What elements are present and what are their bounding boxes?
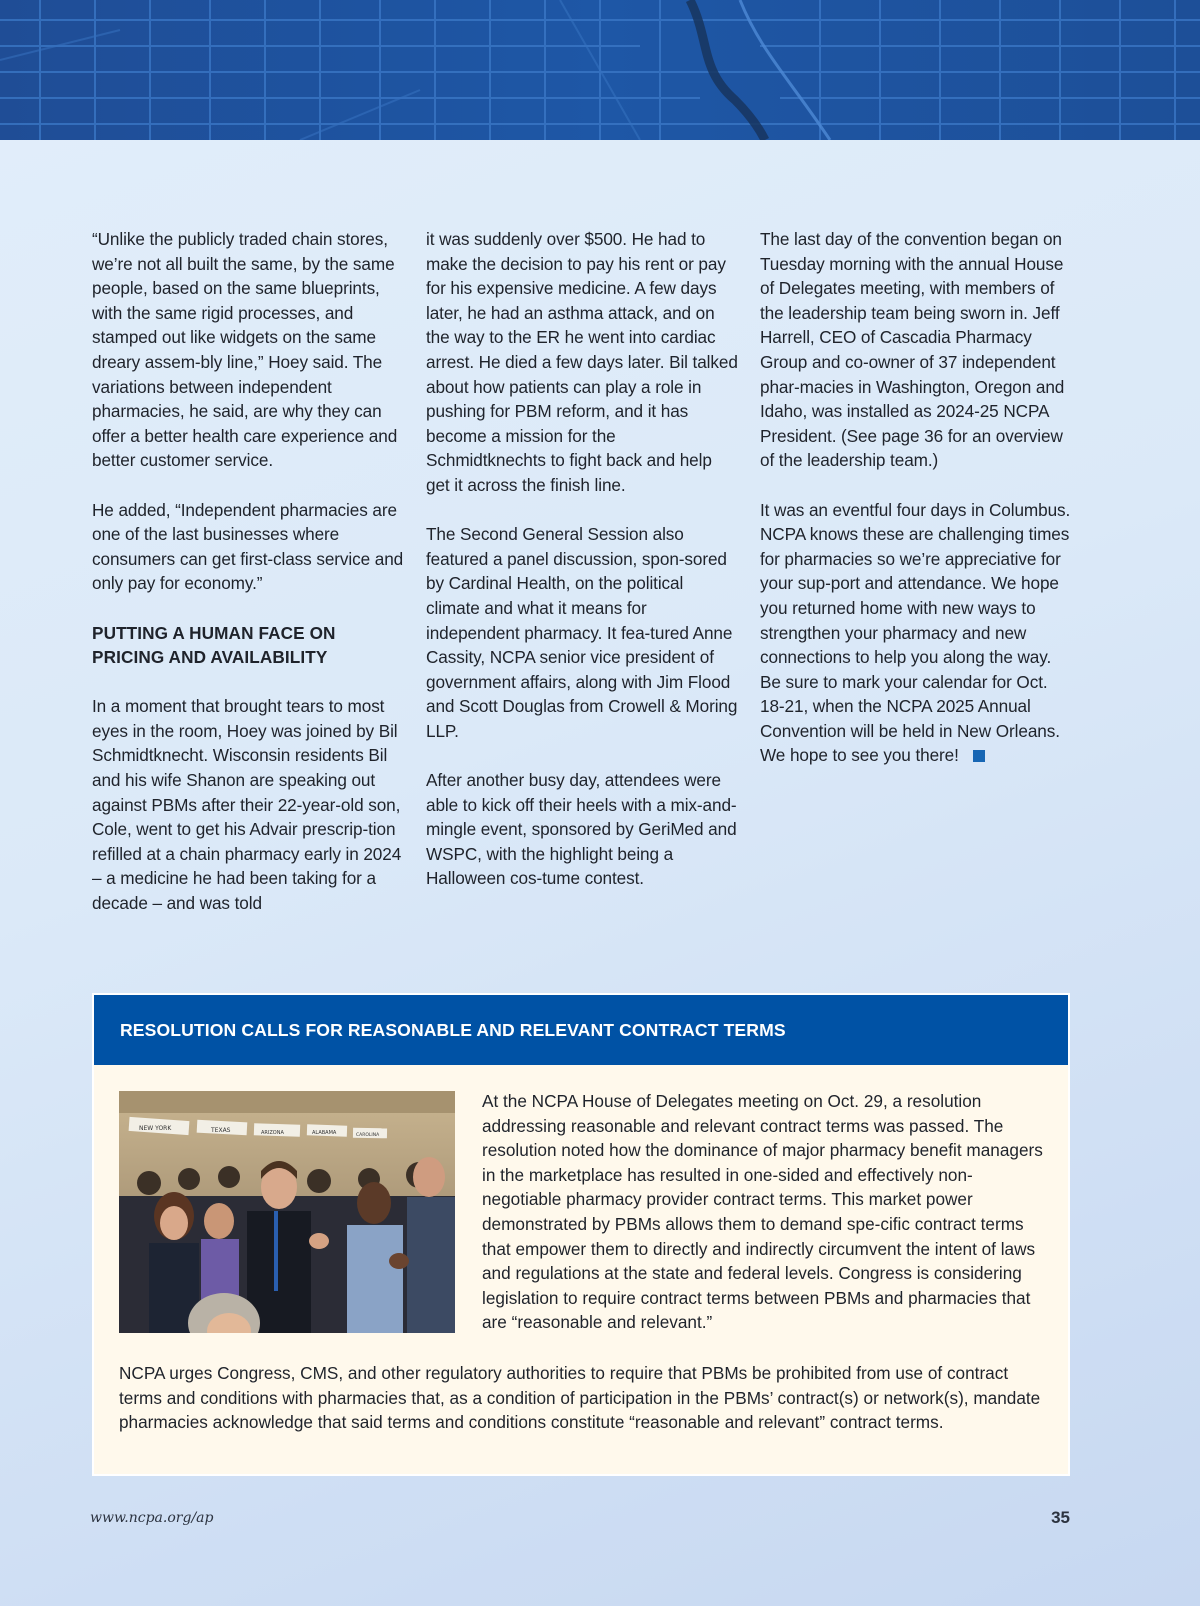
section-subhead: PUTTING A HUMAN FACE ON PRICING AND AVAILABILITY — [92, 622, 336, 668]
page-number: 35 — [1051, 1508, 1070, 1527]
end-of-article-icon — [973, 750, 985, 762]
body-paragraph: After another busy day, attendees were able to kick off their heels with a mix-and-mingle event, sponsored by GeriMed and WSPC, with the highlight being a Halloween cos-tume contest. — [426, 770, 737, 889]
resolution-sidebar — [92, 993, 1070, 1476]
body-paragraph: it was suddenly over $500. He had to make the decision to pay his rent or pay for his expensive medicine. A few days later, he had an asthma attack, and on the way to the ER he went into cardiac arrest. He died a few days later. Bil talked about how patients can play a role in pushing for PBM reform, and it has become a mission for the Schmidtknechts to fight back and help get it across the finish line. — [426, 229, 738, 495]
header-banner-map — [0, 0, 1200, 140]
article-column-3 — [760, 227, 1072, 768]
body-paragraph-closing — [760, 498, 1072, 769]
body-paragraph: The Second General Session also featured a panel discussion, spon-sored by Cardinal Health, on the political climate and what it means for independent pharmacy. It fea-tured Anne Cassity, NCPA senior vice president of government affairs, along with Jim Flood and Scott Douglas from Crowell & Moring LLP. — [426, 524, 738, 741]
state-sign-text: CAROLINA — [356, 1133, 380, 1138]
state-sign-text: ARIZONA — [261, 1130, 284, 1136]
photo-illustration — [119, 1091, 455, 1333]
closing-text: It was an eventful four days in Columbus. NCPA knows these are challenging times for pharmacies so we’re appreciative for your sup-port and attendance. We hope you returned home with new ways to strengthen your pharmacy and new connections to help you along the way. Be sure to mark your calendar for Oct. 18-21, when the NCPA 2025 Annual Convention will be held in New Orleans. We hope to see you there! — [760, 499, 1071, 766]
state-sign-text: ALABAMA — [312, 1130, 337, 1136]
sidebar-title: RESOLUTION CALLS FOR REASONABLE AND RELEVANT CONTRACT TERMS — [94, 995, 1068, 1065]
street-map-graphic — [0, 0, 1200, 140]
body-paragraph: He added, “Independent pharmacies are one of the last businesses where consumers can get first-class service and only pay for economy.” — [92, 499, 404, 594]
body-paragraph: “Unlike the publicly traded chain stores, we’re not all built the same, by the same people, based on the same blueprints, with the same rigid processes, and stamped out like widgets on the same dreary assem-bly line,” Hoey said. The variations between independent pharmacies, he said, are why they can offer a better health care experience and better customer service. — [92, 229, 398, 471]
sidebar-paragraph-1: At the NCPA House of Delegates meeting on Oct. 29, a resolution addressing reasonable and relevant contract terms was passed. The resolution noted how the dominance of major pharmacy benefit managers in the marketplace has resulted in one-sided and effectively non-negotiable pharmacy provider contract terms. This market power demonstrated by PBMs allows them to demand spe-cific contract terms that empower them to directly and indirectly circumvent the intent of laws and regulations at the state and federal levels. Congress is considering legislation to require contract terms between PBMs and pharmacies that are “reasonable and relevant.” — [482, 1091, 1043, 1333]
state-sign-text: TEXAS — [211, 1127, 231, 1134]
footer-website-link[interactable]: www.ncpa.org/ap — [90, 1510, 214, 1526]
body-paragraph: In a moment that brought tears to most eyes in the room, Hoey was joined by Bil Schmidtknecht. Wisconsin residents Bil and his wife Shanon are speaking out against PBMs after their 22-year-old son, Cole, went to get his Advair prescrip-tion refilled at a chain pharmacy early in 2024 – a medicine he had been taking for a decade – and was told — [92, 696, 402, 914]
convention-audience-photo — [119, 1091, 455, 1333]
article-column-2 — [426, 227, 738, 891]
state-sign-text: NEW YORK — [139, 1125, 172, 1132]
article-column-1 — [92, 227, 404, 916]
sidebar-paragraph-2: NCPA urges Congress, CMS, and other regulatory authorities to require that PBMs be prohibited from use of contract terms and conditions with pharmacies that, as a condition of participation in the PBMs’ contract(s) or network(s), mandate pharmacies acknowledge that said terms and conditions constitute “reasonable and relevant” contract terms. — [119, 1363, 1041, 1433]
body-paragraph: The last day of the convention began on Tuesday morning with the annual House of Delegates meeting, with members of the leadership team being sworn in. Jeff Harrell, CEO of Cascadia Pharmacy Group and co-owner of 37 independent phar-macies in Washington, Oregon and Idaho, was installed as 2024-25 NCPA President. (See page 36 for an overview of the leadership team.) — [760, 229, 1065, 471]
